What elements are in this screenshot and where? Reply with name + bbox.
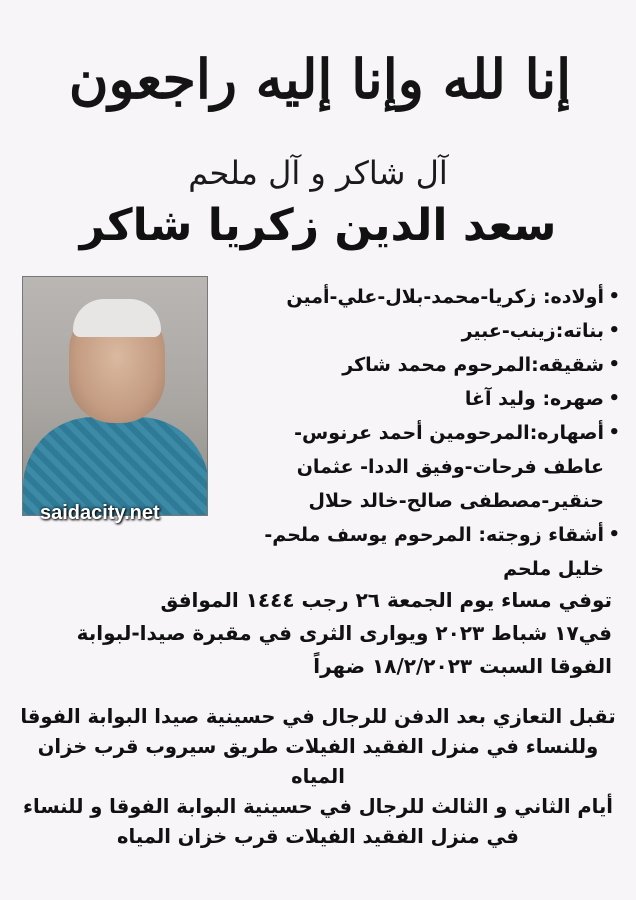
site-watermark: saidacity.net	[40, 502, 160, 524]
family-names: آل شاكر و آل ملحم	[188, 154, 448, 192]
in-laws-line-1: • أصهاره:المرحومين أحمد عرنوس-	[294, 422, 604, 444]
relatives-son-in-law: • صهره: وليد آغا	[230, 382, 620, 416]
relatives-wife-siblings	[230, 518, 620, 586]
relatives-in-laws	[230, 416, 620, 518]
condolence-line: في منزل الفقيد الفيلات قرب خزان المياه	[117, 825, 519, 848]
relatives-brother: • شقيقه:المرحوم محمد شاكر	[230, 348, 620, 382]
condolence-line: وللنساء في منزل الفقيد الفيلات طريق سيروب قرب خزان	[37, 735, 599, 758]
in-laws-line-2: عاطف فرحات-وفيق الددا- عثمان	[296, 456, 604, 478]
condolence-line: تقبل التعازي بعد الدفن للرجال في حسينية صيدا البوابة الفوقا	[20, 705, 616, 728]
relatives-sons: • أولاده: زكريا-محمد-بلال-علي-أمين	[230, 280, 620, 314]
relatives-list	[230, 280, 620, 586]
death-notice-line: في١٧ شباط ٢٠٢٣ ويوارى الثرى في مقبرة صيدا-لبوابة	[76, 621, 612, 645]
condolences-notice	[16, 702, 620, 852]
condolence-line: أيام الثاني و الثالث للرجال في حسينية البوابة الفوقا و للنساء	[23, 795, 613, 818]
wife-siblings-line-2: خليل ملحم	[503, 558, 604, 580]
death-notice-line: الفوقا السبت ١٨/٢/٢٠٢٣ ضهراً	[313, 654, 612, 678]
death-notice	[32, 584, 612, 683]
condolence-line: المياه	[291, 765, 345, 788]
relatives-daughters: • بناته:زينب-عبير	[230, 314, 620, 348]
deceased-name: سعد الدين زكريا شاكر	[79, 200, 557, 251]
deceased-photo	[22, 276, 208, 516]
photo-hair	[73, 299, 161, 337]
death-notice-line: توفي مساء يوم الجمعة ٢٦ رجب ١٤٤٤ الموافق	[160, 588, 612, 612]
in-laws-line-3: حنقير-مصطفى صالح-خالد حلال	[308, 490, 604, 512]
quran-verse-calligraphy: إنا لله وإنا إليه راجعون	[68, 47, 572, 111]
wife-siblings-line-1: • أشقاء زوجته: المرحوم يوسف ملحم-	[264, 524, 604, 546]
